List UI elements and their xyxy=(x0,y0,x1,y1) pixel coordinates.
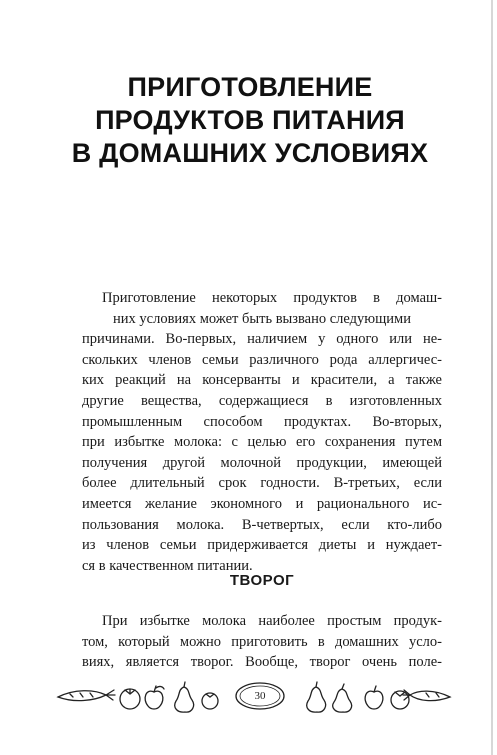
intro-line: ких реакций на консерванты и красители, а также xyxy=(82,372,442,389)
intro-line: скольких членов семьи различного рода аллергичес- xyxy=(82,351,442,368)
section-line: том, который можно приготовить в домашних усло- xyxy=(82,633,442,650)
intro-line: другие вещества, содержащиеся в изготовленных xyxy=(82,392,442,409)
intro-line: промышленным способом продуктах. Во-вторых, xyxy=(82,413,442,430)
page-number: 30 xyxy=(254,690,266,702)
chapter-title-line-2: ПРОДУКТОВ ПИТАНИЯ xyxy=(95,105,405,135)
intro-line: более длительный срок годности. В-третьих, если xyxy=(82,475,442,492)
intro-line: них условиях может быть вызвано следующими xyxy=(113,310,411,327)
intro-line: получения другой молочной продукции, имеющей xyxy=(82,454,442,471)
intro-line: пользования молока. В-четвертых, если кто-либо xyxy=(82,516,442,533)
intro-paragraph xyxy=(82,288,442,576)
section-title: ТВОРОГ xyxy=(229,572,295,589)
intro-line: имеется желание экономного и рационального ис- xyxy=(82,495,442,512)
section-paragraph xyxy=(82,611,442,673)
intro-line: при избытке молока: с целью его сохранения путем xyxy=(82,434,442,451)
chapter-title xyxy=(40,71,460,170)
intro-line: ся в качественном питании. xyxy=(82,557,253,574)
chapter-title-line-1: ПРИГОТОВЛЕНИЕ xyxy=(127,72,373,102)
intro-line: из членов семьи придерживается диеты и нуждает- xyxy=(82,537,442,554)
page-edge xyxy=(491,0,493,755)
intro-line: причинами. Во-первых, наличием у одного или не- xyxy=(82,331,442,348)
chapter-title-line-3: В ДОМАШНИХ УСЛОВИЯХ xyxy=(71,138,429,168)
section-line: виях, является творог. Вообще, творог очень поле- xyxy=(82,654,442,671)
intro-line: Приготовление некоторых продуктов в домаш- xyxy=(102,290,442,306)
section-line: При избытке молока наиболее простым продук- xyxy=(102,613,442,629)
